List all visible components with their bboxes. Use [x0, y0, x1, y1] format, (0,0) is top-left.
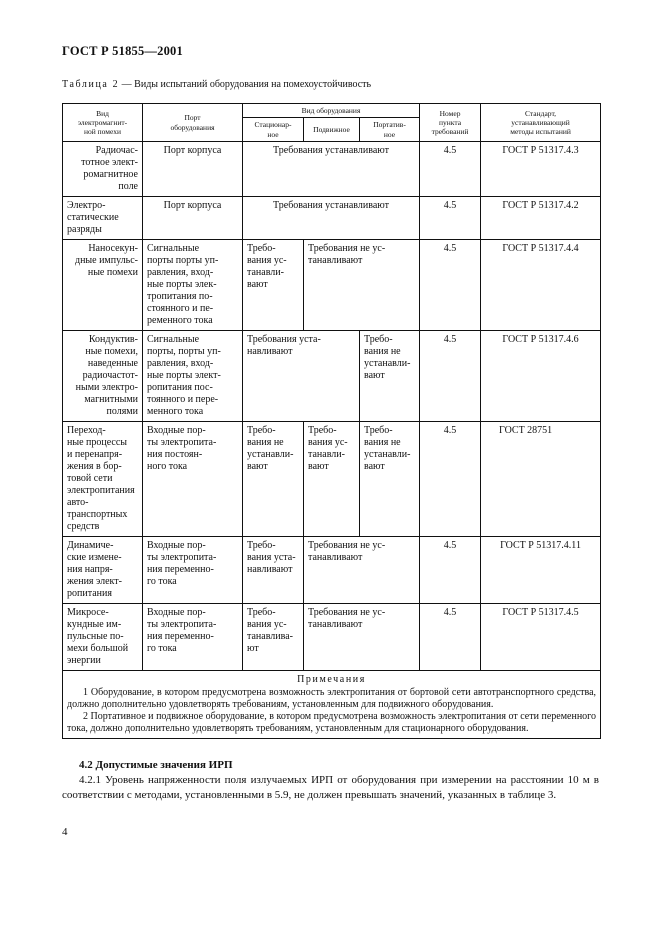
- cell-standard: ГОСТ Р 51317.4.6: [481, 331, 601, 422]
- table-caption: [62, 79, 371, 90]
- cell-port: Сигнальные порты порты уп- равления, вход- ные порты элек- тропитания по- стоянного и пе- ременного тока: [143, 240, 243, 331]
- cell-port: Входные пор- ты электропита- ния переменно- го тока: [143, 537, 243, 604]
- cell-standard: ГОСТ Р 51317.4.5: [481, 604, 601, 671]
- note-item: 2 Портативное и подвижное оборудование, в котором предусмотрена возможность электропитания от сети переменного тока, должно дополнительно удовлетворять требованиям, установленным для стационарного оборудования.: [67, 711, 597, 735]
- cell-phenomenon: Электро- статические разряды: [63, 197, 143, 240]
- header-phenomenon: Вид электромагнит- ной помехи: [63, 104, 143, 142]
- cell-requirement-portable: Требо- вания не устанавли- вают: [360, 422, 420, 537]
- cell-port: Порт корпуса: [143, 142, 243, 197]
- table-caption-text: — Виды испытаний оборудования на помехоустойчивость: [119, 79, 372, 90]
- table-row: [63, 240, 601, 331]
- cell-clause: 4.5: [420, 240, 481, 331]
- section-title: 4.2 Допустимые значения ИРП: [79, 759, 233, 771]
- table-row: [63, 331, 601, 422]
- cell-port: Входные пор- ты электропита- ния постоян- ного тока: [143, 422, 243, 537]
- section-paragraph: 4.2.1 Уровень напряженности поля излучаемых ИРП от оборудования при измерении на расстоянии 10 м в соответствии с методами, установленными в 5.9, не должен превышать значений, указанных в таблице 3.: [62, 774, 599, 802]
- cell-requirement-mobile: Требо- вания ус- танавли- вают: [304, 422, 360, 537]
- page-number: 4: [62, 826, 68, 838]
- header-mobile: Подвижное: [304, 118, 360, 142]
- header-port: Порт оборудования: [143, 104, 243, 142]
- document-header: ГОСТ Р 51855—2001: [62, 44, 183, 58]
- cell-clause: 4.5: [420, 197, 481, 240]
- cell-standard: ГОСТ Р 51317.4.2: [481, 197, 601, 240]
- table-row: [63, 604, 601, 671]
- header-stationary: Стационар- ное: [243, 118, 304, 142]
- cell-requirement-stationary: Требо- вания ус- танавлива- ют: [243, 604, 304, 671]
- table-row: [63, 142, 601, 197]
- cell-port: Сигнальные порты, порты уп- равления, вход- ные порты элект- ропитания пос- тоянного и пере- менного тока: [143, 331, 243, 422]
- table-header-row: [63, 104, 601, 118]
- header-equipment-type: Вид оборудования: [243, 104, 420, 118]
- note-item: 1 Оборудование, в котором предусмотрена возможность электропитания от бортовой сети автотранспортного средства, должно дополнительно удовлетворять требованиям, установленным для подвижного оборудования.: [67, 687, 597, 711]
- cell-requirement-mobile-portable: Требования не ус- танавливают: [304, 240, 420, 331]
- header-clause: Номер пункта требований: [420, 104, 481, 142]
- cell-standard: ГОСТ 28751: [481, 422, 601, 537]
- cell-requirement-stationary: Требо- вания ус- танавли- вают: [243, 240, 304, 331]
- header-standard: Стандарт, устанавливающий методы испытаний: [481, 104, 601, 142]
- cell-phenomenon: Микросе- кундные им- пульсные по- мехи большой энергии: [63, 604, 143, 671]
- table-row: [63, 197, 601, 240]
- cell-phenomenon: Переход- ные процессы и перенапря- жения в бор- товой сети электропитания авто- транспортных средств: [63, 422, 143, 537]
- cell-clause: 4.5: [420, 331, 481, 422]
- cell-requirement: Требования устанавливают: [243, 142, 420, 197]
- cell-clause: 4.5: [420, 422, 481, 537]
- notes-title: Примечания: [297, 674, 366, 686]
- header-portable: Портатив- ное: [360, 118, 420, 142]
- cell-requirement-portable: Требо- вания не устанавли- вают: [360, 331, 420, 422]
- cell-requirement-mobile-portable: Требования не ус- танавливают: [304, 537, 420, 604]
- tests-table: [62, 103, 601, 739]
- table-notes: [63, 671, 601, 739]
- cell-port: Порт корпуса: [143, 197, 243, 240]
- table-notes-row: [63, 671, 601, 739]
- cell-clause: 4.5: [420, 537, 481, 604]
- cell-clause: 4.5: [420, 604, 481, 671]
- cell-phenomenon: Наносекун- дные импульс- ные помехи: [63, 240, 143, 331]
- table-caption-label: Таблица 2: [62, 79, 120, 90]
- cell-clause: 4.5: [420, 142, 481, 197]
- cell-phenomenon: Радиочас- тотное элект- ромагнитное поле: [63, 142, 143, 197]
- cell-standard: ГОСТ Р 51317.4.11: [481, 537, 601, 604]
- cell-phenomenon: Кондуктив- ные помехи, наведенные радиочастот- ными электро- магнитными полями: [63, 331, 143, 422]
- cell-phenomenon: Динамиче- ские измене- ния напря- жения элект- ропитания: [63, 537, 143, 604]
- cell-standard: ГОСТ Р 51317.4.4: [481, 240, 601, 331]
- table-row: [63, 422, 601, 537]
- cell-requirement-stationary: Требо- вания не устанавли- вают: [243, 422, 304, 537]
- cell-port: Входные пор- ты электропита- ния переменно- го тока: [143, 604, 243, 671]
- table-row: [63, 537, 601, 604]
- cell-requirement-mobile-portable: Требования не ус- танавливают: [304, 604, 420, 671]
- cell-standard: ГОСТ Р 51317.4.3: [481, 142, 601, 197]
- cell-requirement-stationary: Требо- вания уста- навливают: [243, 537, 304, 604]
- cell-requirement: Требования устанавливают: [243, 197, 420, 240]
- cell-requirement-stationary-mobile: Требования уста- навливают: [243, 331, 360, 422]
